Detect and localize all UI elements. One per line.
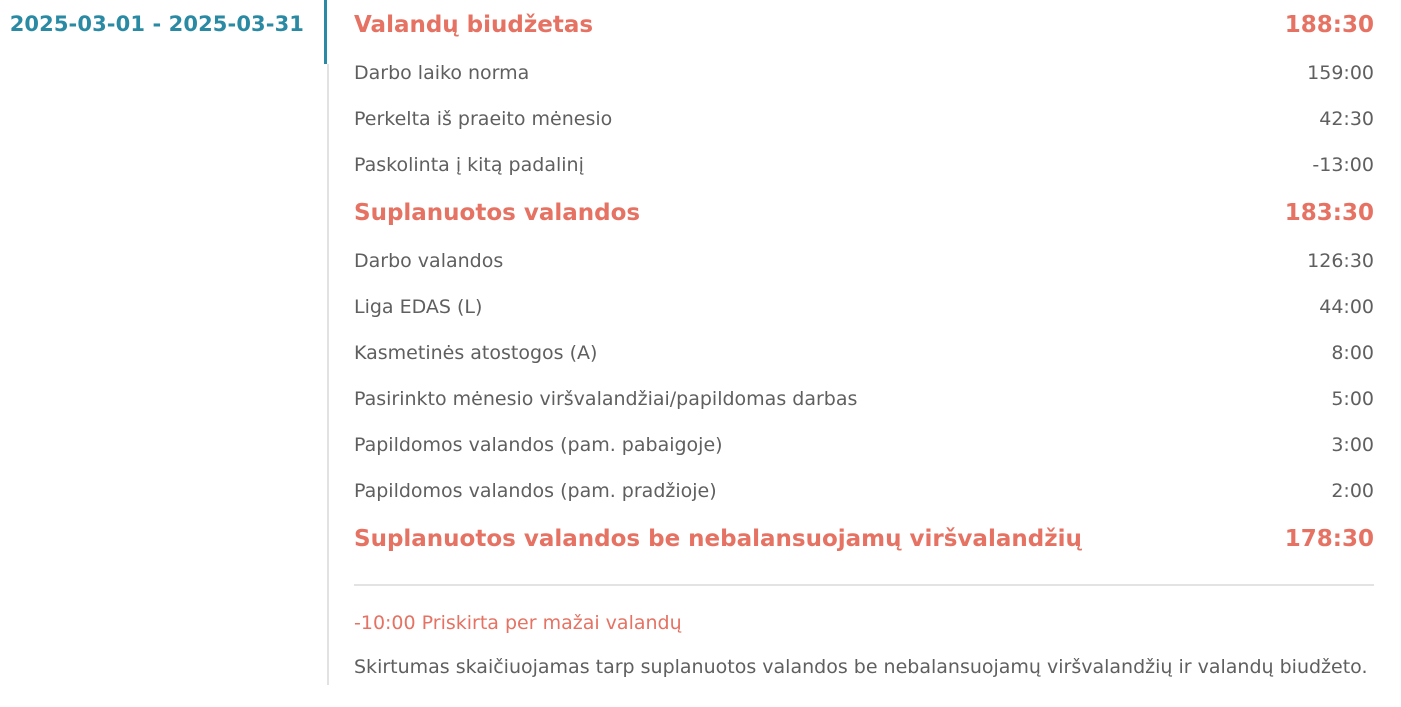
planned-item-value: 44:00 [1319, 296, 1374, 318]
shortage-warning: -10:00 Priskirta per mažai valandų [354, 612, 682, 634]
section-divider [354, 584, 1374, 586]
planned-item-value: 2:00 [1331, 480, 1374, 502]
budget-item-row [354, 142, 1374, 188]
planned-item-row [354, 238, 1374, 284]
planned-item-label: Liga EDAS (L) [354, 296, 483, 318]
planned-without-overtime-row [354, 514, 1374, 564]
planned-without-overtime-title: Suplanuotos valandos be nebalansuojamų viršvalandžių [354, 526, 1082, 552]
planned-header-row [354, 188, 1374, 238]
planned-item-row [354, 422, 1374, 468]
planned-item-value: 3:00 [1331, 434, 1374, 456]
planned-item-value: 8:00 [1331, 342, 1374, 364]
hours-summary-panel [354, 0, 1374, 678]
planned-item-row [354, 376, 1374, 422]
planned-without-overtime-total: 178:30 [1284, 526, 1374, 552]
planned-title: Suplanuotos valandos [354, 200, 641, 226]
budget-item-row [354, 50, 1374, 96]
planned-item-value: 126:30 [1307, 250, 1374, 272]
budget-item-label: Perkelta iš praeito mėnesio [354, 108, 613, 130]
budget-item-label: Darbo laiko norma [354, 62, 530, 84]
budget-item-label: Paskolinta į kitą padalinį [354, 154, 584, 176]
budget-item-value: 159:00 [1307, 62, 1374, 84]
planned-item-label: Papildomos valandos (pam. pradžioje) [354, 480, 717, 502]
difference-explanation: Skirtumas skaičiuojamas tarp suplanuotos valandos be nebalansuojamų viršvalandžių ir valandų biudžeto. [354, 656, 1368, 678]
budget-total: 188:30 [1284, 12, 1374, 38]
period-sidebar [0, 0, 326, 64]
planned-item-row [354, 330, 1374, 376]
planned-item-label: Papildomos valandos (pam. pabaigoje) [354, 434, 723, 456]
budget-header-row [354, 0, 1374, 50]
vertical-divider [327, 64, 329, 685]
active-period-indicator [324, 0, 327, 64]
planned-item-row [354, 468, 1374, 514]
budget-item-row [354, 96, 1374, 142]
planned-item-label: Darbo valandos [354, 250, 504, 272]
planned-item-value: 5:00 [1331, 388, 1374, 410]
budget-item-value: 42:30 [1319, 108, 1374, 130]
planned-total: 183:30 [1284, 200, 1374, 226]
planned-item-label: Pasirinkto mėnesio viršvalandžiai/papildomas darbas [354, 388, 858, 410]
budget-item-value: -13:00 [1312, 154, 1374, 176]
period-range-tab[interactable]: 2025-03-01 - 2025-03-31 [9, 12, 304, 36]
planned-item-label: Kasmetinės atostogos (A) [354, 342, 598, 364]
planned-item-row [354, 284, 1374, 330]
budget-title: Valandų biudžetas [354, 12, 594, 38]
